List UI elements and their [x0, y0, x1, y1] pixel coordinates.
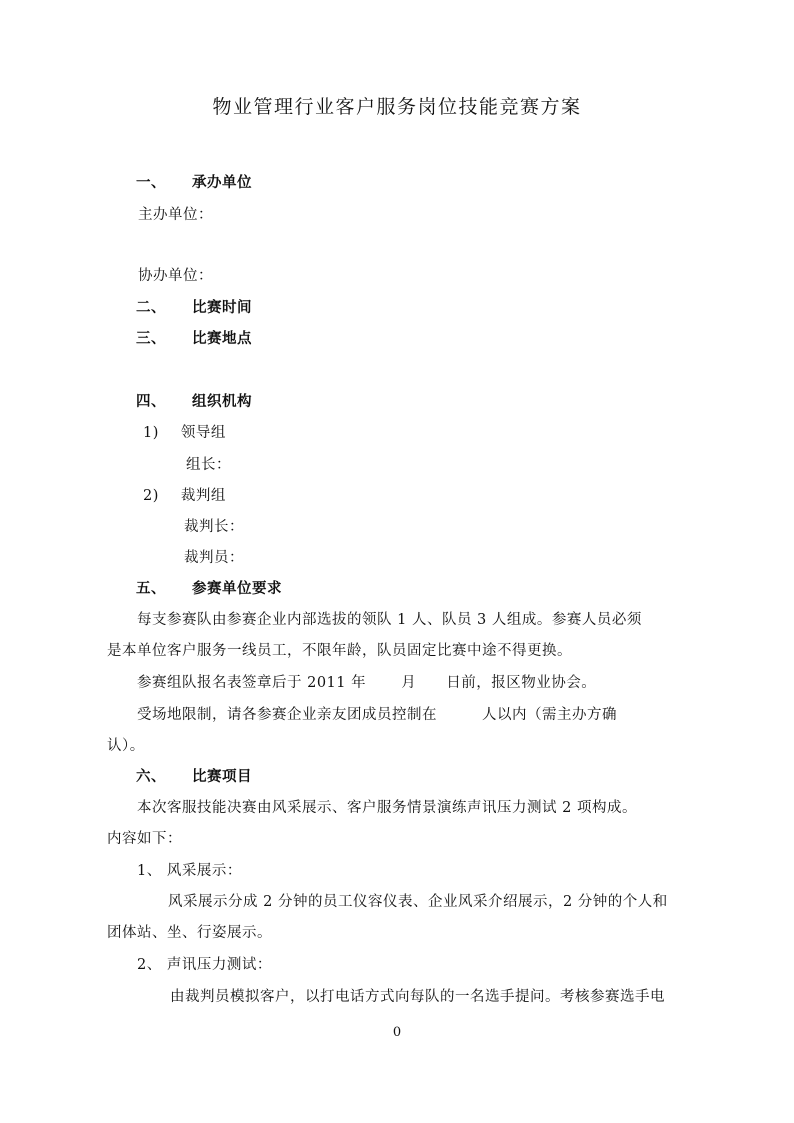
section-6-title: 比赛项目 — [192, 768, 252, 785]
section-5-heading — [136, 579, 282, 599]
section-4-title: 组织机构 — [192, 393, 252, 410]
section-5-title: 参赛单位要求 — [192, 580, 282, 597]
section-6-number: 六、 — [136, 768, 166, 785]
section-6-heading — [136, 767, 252, 787]
org-item-1-number: 1) — [143, 425, 159, 441]
org-item-2 — [143, 486, 226, 506]
section-2-number: 二、 — [136, 299, 166, 316]
section-4-number: 四、 — [136, 393, 166, 410]
section-6-item-2-line-1: 由裁判员模拟客户，以打电话方式向每队的一名选手提问。考核参赛选手电 — [170, 989, 665, 1005]
org-item-2-label: 裁判组 — [180, 488, 226, 504]
section-3-number: 三、 — [136, 330, 166, 347]
section-4-heading — [136, 392, 252, 412]
section-6-para-1-line-1: 本次客服技能决赛由风采展示、客户服务情景演练声讯压力测试 2 项构成。 — [137, 800, 637, 816]
section-1-title: 承办单位 — [192, 174, 252, 191]
page-number: 0 — [392, 1025, 402, 1040]
org-item-2-number: 2) — [143, 488, 159, 504]
document-title: 物业管理行业客户服务岗位技能竞赛方案 — [212, 96, 582, 118]
section-2-title: 比赛时间 — [192, 299, 252, 316]
section-3-heading — [136, 329, 252, 349]
section-5-para-3-line-2: 认）。 — [107, 738, 145, 754]
org-item-2-chief-judge: 裁判长： — [184, 519, 244, 535]
section-5-para-1-line-1: 每支参赛队由参赛企业内部选拔的领队 1 人、队员 3 人组成。参赛人员必须 — [137, 612, 642, 628]
section-3-title: 比赛地点 — [192, 330, 252, 347]
section-1-heading — [136, 173, 252, 193]
section-6-item-2: 2、 声讯压力测试： — [137, 957, 272, 973]
org-item-1-leader: 组长： — [186, 457, 231, 473]
cohost-unit: 协办单位： — [138, 268, 213, 284]
section-5-para-2: 参赛组队报名表签章后于 2011 年 月 日前，报区物业协会。 — [137, 675, 597, 691]
host-unit: 主办单位： — [138, 207, 213, 223]
section-1-number: 一、 — [136, 174, 166, 191]
org-item-1 — [143, 423, 226, 443]
org-item-2-judges: 裁判员： — [184, 550, 244, 566]
section-6-para-1-line-2: 内容如下： — [107, 831, 182, 847]
org-item-1-label: 领导组 — [180, 425, 226, 441]
section-6-item-1-line-2: 团体站、坐、行姿展示。 — [107, 925, 272, 941]
section-5-para-1-line-2: 是本单位客户服务一线员工，不限年龄，队员固定比赛中途不得更换。 — [107, 643, 572, 659]
section-5-number: 五、 — [136, 580, 166, 597]
section-5-para-3-line-1: 受场地限制，请各参赛企业亲友团成员控制在 人以内（需主办方确 — [137, 707, 617, 723]
section-6-item-1: 1、 风采展示： — [137, 863, 242, 879]
section-2-heading — [136, 298, 252, 318]
section-6-item-1-line-1: 风采展示分成 2 分钟的员工仪容仪表、企业风采介绍展示，2 分钟的个人和 — [168, 894, 668, 910]
